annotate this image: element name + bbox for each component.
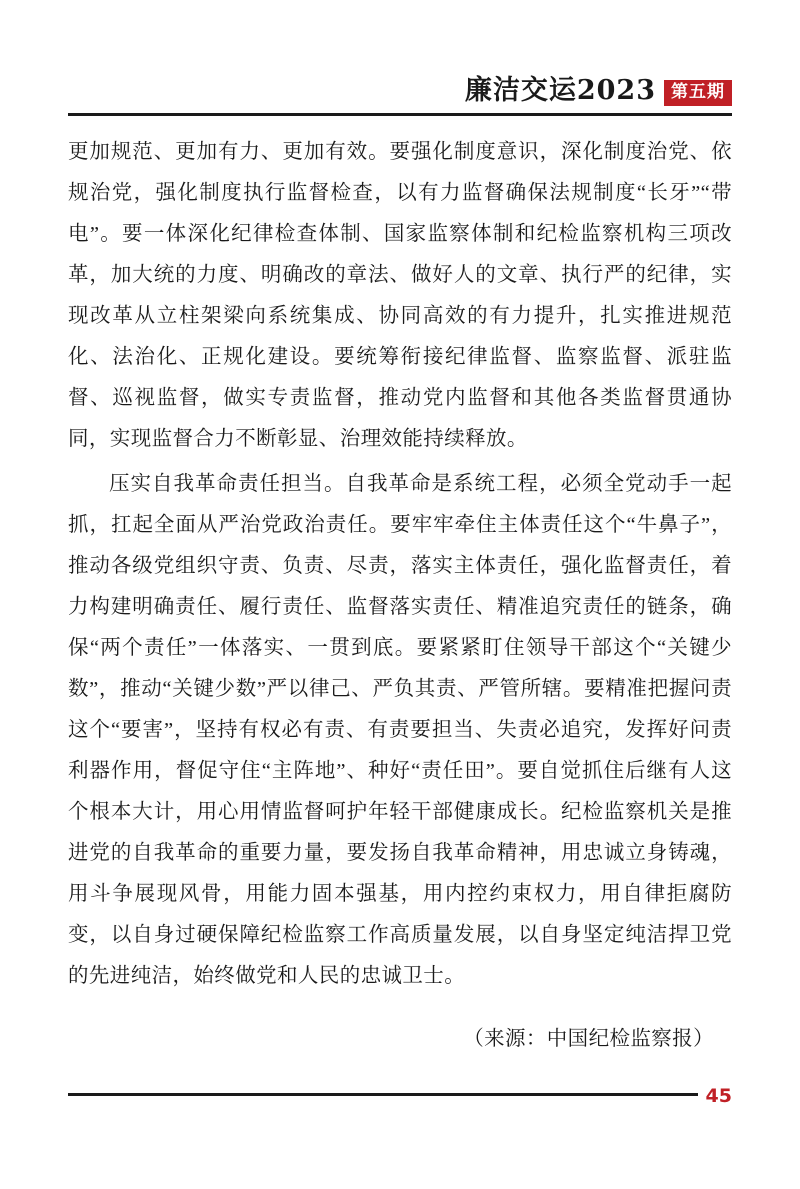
source-attribution: （来源：中国纪检监察报） (463, 1028, 714, 1050)
paragraph-1: 更加规范、更加有力、更加有效。要强化制度意识，深化制度治党、依规治党，强化制度执行监督检查，以有力监督确保法规制度“长牙”“带电”。要一体深化纪律检查体制、国家监察体制和纪检监察机构三项改革，加大统的力度、明确改的章法、做好人的文章、执行严的纪律，实现改革从立柱架梁向系统集成、协同高效的有力提升，扎实推进规范化、法治化、正规化建设。要统筹衔接纪律监督、监察监督、派驻监督、巡视监督，做实专责监督，推动党内监督和其他各类监督贯通协同，实现监督合力不断彰显、治理效能持续释放。 (68, 141, 732, 450)
page-content (68, 132, 732, 1060)
page-number: 45 (698, 1087, 732, 1106)
header-title-row (68, 62, 732, 106)
footer-divider (68, 1093, 732, 1096)
page-header (68, 62, 732, 118)
issue-badge: 第五期 (664, 80, 732, 106)
publication-title: 廉洁交运2023 (464, 75, 656, 106)
paragraph-2: 压实自我革命责任担当。自我革命是系统工程，必须全党动手一起抓，扛起全面从严治党政治责任。要牢牢牵住主体责任这个“牛鼻子”，推动各级党组织守责、负责、尽责，落实主体责任，强化监督责任，着力构建明确责任、履行责任、监督落实责任、精准追究责任的链条，确保“两个责任”一体落实、一贯到底。要紧紧盯住领导干部这个“关键少数”，推动“关键少数”严以律己、严负其责、严管所辖。要精准把握问责这个“要害”，坚持有权必有责、有责要担当、失责必追究，发挥好问责利器作用，督促守住“主阵地”、种好“责任田”。要自觉抓住后继有人这个根本大计，用心用情监督呵护年轻干部健康成长。纪检监察机关是推进党的自我革命的重要力量，要发扬自我革命精神，用忠诚立身铸魂，用斗争展现风骨，用能力固本强基，用内控约束权力，用自律拒腐防变，以自身过硬保障纪检监察工作高质量发展，以自身坚定纯洁捍卫党的先进纯洁，始终做党和人民的忠诚卫士。 (68, 473, 732, 987)
page-footer (68, 1085, 732, 1127)
header-divider (68, 113, 732, 116)
